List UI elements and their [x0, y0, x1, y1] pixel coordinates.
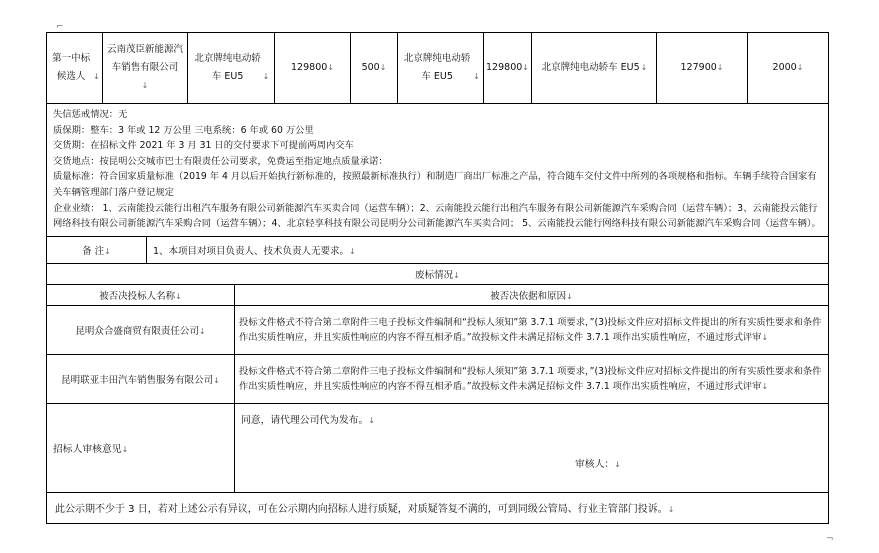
quote1-price: 129800↓ [275, 33, 351, 104]
publicity-notice: 此公示期不少于 3 日，若对上述公示有异议，可在公示期内向招标人进行质疑，对质疑答复不满的，可到同级公管局、行业主管部门投诉。↓ [47, 492, 829, 523]
bid-info-block [47, 104, 829, 236]
corner-mark-top-left: ⌐ [56, 22, 64, 32]
audit-opinion-cell: 同意，请代理公司代为发布。↓ 审核人：↓ [235, 403, 829, 492]
note-label: 备 注↓ [47, 236, 147, 263]
quote3-qty: 2000↓ [748, 33, 829, 104]
details-table [46, 104, 829, 524]
candidate-table [46, 32, 829, 104]
rejected-bidder-name: 昆明联亚丰田汽车销售服务有限公司↓ [47, 354, 235, 403]
quote1-qty: 500↓ [351, 33, 398, 104]
credit-status: 失信惩戒情况：无 [53, 109, 128, 120]
quote2-price: 129800↓ [484, 33, 532, 104]
rejected-col-name: 被否决投标人名称↓ [47, 284, 235, 305]
quote3-model: 北京牌纯电动轿车 EU5↓ [532, 33, 657, 104]
audit-opinion: 同意，请代理公司代为发布。 [241, 414, 369, 426]
corner-mark-bottom-right: ¬ [826, 534, 834, 544]
rejected-reason: 投标文件格式不符合第二章附件三电子投标文件编制和“投标人须知”第 3.7.1 项要求，”(3)投标文件应对招标文件提出的所有实质性要求和条件作出实质性响应，并且实质性响应的内容不得互相矛盾。”故投标文件未满足招标文件 3.7.1 项作出实质性响应，不通过形式评审↓ [235, 354, 829, 403]
table-row [47, 305, 829, 354]
bid-announcement-table [46, 32, 828, 524]
company-performance: 企业业绩： 1、云南能投云能行出租汽车服务有限公司新能源汽车买卖合同（运营车辆）；2、云南能投云能行出租汽车服务有限公司新能源汽车采购合同（运营车辆）；3、云南能投云能行网络科技有限公司新能源汽车采购合同（运营车辆）；4、北京轻享科技有限公司昆明分公司新能源汽车买卖合同； 5、云南能投云能行网络科技有限公司新能源汽车采购合同（运营车辆）。 [53, 202, 821, 230]
reviewer-signature: 审核人：↓ [575, 458, 621, 470]
quality-standard: 质量标准：符合国家质量标准（2019 年 4 月以后开始执行新标准的，按照最新标准执行）和制造厂商出厂标准之产品，符合随车交付文件中所列的各项规格和指标。车辆手续符合国家有关车辆管理部门落户登记规定 [53, 171, 817, 198]
rejected-title: 废标情况↓ [47, 263, 829, 284]
rejected-reason: 投标文件格式不符合第二章附件三电子投标文件编制和“投标人须知”第 3.7.1 项要求，”(3)投标文件应对招标文件提出的所有实质性要求和条件作出实质性响应，并且实质性响应的内容不得互相矛盾。”故投标文件未满足招标文件 3.7.1 项作出实质性响应，不通过形式评审↓ [235, 305, 829, 354]
candidate-label: 第一中标候选人 ↓ [47, 33, 103, 104]
quote1-model: 北京牌纯电动轿车 EU5 ↓ [188, 33, 275, 104]
table-row [47, 354, 829, 403]
rejected-col-reason: 被否决依据和原因↓ [235, 284, 829, 305]
delivery-place: 交货地点：按昆明公交城市巴士有限责任公司要求，免费运至指定地点质量承诺： [53, 155, 388, 167]
rejected-bidder-name: 昆明众合盛商贸有限责任公司↓ [47, 305, 235, 354]
candidate-company: 云南茂臣新能源汽车销售有限公司↓ [103, 33, 188, 104]
note-text: 1、本项目对项目负责人、技术负责人无要求。↓ [147, 236, 829, 263]
delivery-period: 交货期：在招标文件 2021 年 3 月 31 日的交付要求下可提前两周内交车 [53, 140, 354, 152]
quote2-model: 北京牌纯电动轿车 EU5 ↓ [398, 33, 484, 104]
quote3-price: 127900↓ [657, 33, 748, 104]
audit-label: 招标人审核意见↓ [47, 403, 235, 492]
warranty-period: 质保期：整车：3 年或 12 万公里 三电系统：6 年或 60 万公里 [53, 124, 314, 136]
